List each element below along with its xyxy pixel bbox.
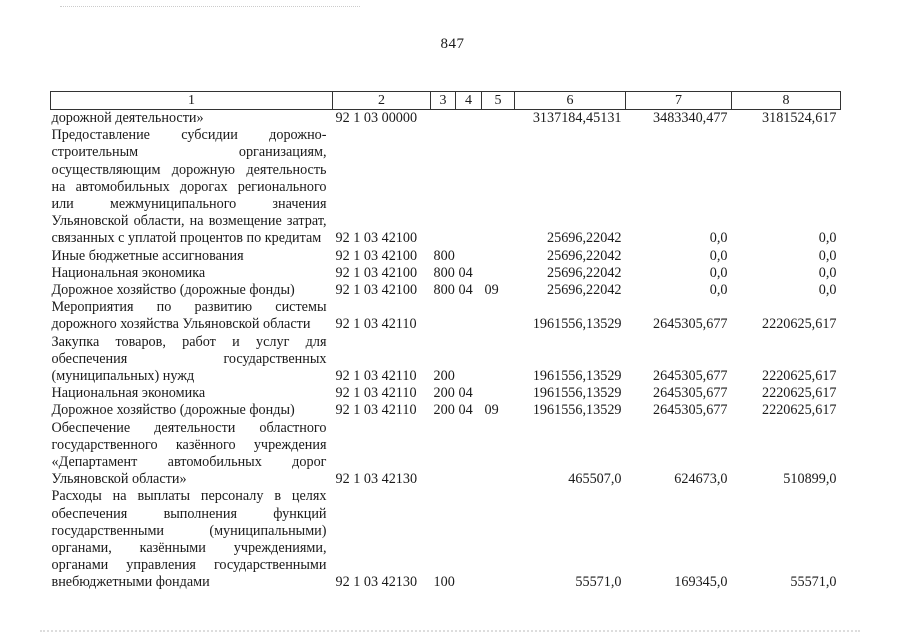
row-name: дорожной деятельности» (51, 110, 204, 126)
table-row (51, 265, 841, 282)
header-cell-8: 8 (732, 92, 841, 110)
subsection (482, 420, 515, 489)
section: 04 (458, 264, 473, 281)
expense-type (431, 299, 456, 333)
amount-col6: 465507,0 (568, 471, 622, 488)
amount-col6: 25696,22042 (547, 247, 622, 264)
table-row (51, 127, 841, 247)
subsection (482, 334, 515, 386)
section (456, 299, 482, 333)
budget-table (50, 91, 841, 592)
amount-col6: 55571,0 (575, 574, 622, 591)
expense-type (431, 420, 456, 489)
row-name: Расходы на выплаты персоналу в целях обеспечения выполнения функций государственными (муниципальными) органами, казёнными учреждениями, органами управления государственными внебюджетными фондами (51, 488, 327, 591)
target-code: 92 1 03 42100 (335, 230, 418, 247)
subsection (482, 299, 515, 333)
target-code: 92 1 03 42110 (335, 385, 417, 402)
subsection (482, 385, 515, 402)
row-name: Дорожное хозяйство (дорожные фонды) (51, 282, 295, 299)
subsection (482, 110, 515, 128)
row-name: Обеспечение деятельности областного государственного казённого учреждения «Департамент автомобильных дорог Ульяновской области» (51, 419, 327, 488)
amount-col7: 3483340,477 (653, 110, 728, 126)
target-code: 92 1 03 42100 (335, 264, 418, 281)
section: 04 (458, 385, 473, 402)
amount-col7: 2645305,677 (653, 368, 728, 385)
subsection (482, 127, 515, 247)
amount-col7: 2645305,677 (653, 316, 728, 333)
amount-col6: 1961556,13529 (532, 385, 622, 402)
row-name: Дорожное хозяйство (дорожные фонды) (51, 402, 295, 419)
expense-type (431, 110, 456, 128)
header-cell-6: 6 (515, 92, 626, 110)
subsection (482, 265, 515, 282)
amount-col8: 0,0 (818, 264, 837, 281)
subsection: 09 (484, 402, 499, 419)
expense-type: 100 (433, 574, 455, 591)
header-cell-2: 2 (333, 92, 431, 110)
row-name: Иные бюджетные ассигнования (51, 247, 244, 264)
header-cell-4: 4 (456, 92, 482, 110)
table-row (51, 420, 841, 489)
target-code: 92 1 03 42130 (335, 471, 418, 488)
subsection: 09 (484, 282, 499, 299)
target-code: 92 1 03 42110 (335, 402, 417, 419)
table-row (51, 488, 841, 591)
section (456, 334, 482, 386)
amount-col6: 1961556,13529 (532, 316, 622, 333)
amount-col8: 2220625,617 (762, 316, 837, 333)
amount-col6: 25696,22042 (547, 264, 622, 281)
amount-col7: 169345,0 (674, 574, 728, 591)
expense-type: 800 (433, 247, 455, 264)
expense-type: 200 (433, 402, 455, 419)
expense-type: 200 (433, 368, 455, 385)
table-row (51, 248, 841, 265)
header-cell-3: 3 (431, 92, 456, 110)
amount-col8: 0,0 (818, 230, 837, 247)
row-name: Национальная экономика (51, 264, 206, 281)
table-row (51, 110, 841, 128)
target-code: 92 1 03 00000 (335, 110, 418, 126)
section (456, 488, 482, 591)
section (456, 248, 482, 265)
amount-col6: 3137184,45131 (532, 110, 622, 126)
table-header (51, 92, 841, 110)
header-cell-1: 1 (51, 92, 333, 110)
amount-col7: 0,0 (709, 247, 728, 264)
section (456, 420, 482, 489)
row-name: Национальная экономика (51, 385, 206, 402)
amount-col6: 25696,22042 (547, 282, 622, 299)
amount-col7: 2645305,677 (653, 402, 728, 419)
table-row (51, 334, 841, 386)
amount-col8: 0,0 (818, 282, 837, 299)
amount-col7: 0,0 (709, 230, 728, 247)
target-code: 92 1 03 42130 (335, 574, 418, 591)
target-code: 92 1 03 42110 (335, 368, 417, 385)
expense-type (431, 127, 456, 247)
subsection (482, 248, 515, 265)
amount-col8: 510899,0 (783, 471, 837, 488)
expense-type: 800 (433, 264, 455, 281)
expense-type: 800 (433, 282, 455, 299)
scan-artifact-bottom (40, 630, 860, 632)
row-name: Предоставление субсидии дорожно-строительным организациям, осуществляющим дорожную деятельность на автомобильных дорогах регионального или межмуниципального значения Ульяновской области, на возмещение затрат, связанных с уплатой процентов по кредитам (51, 127, 327, 247)
header-row (51, 92, 841, 110)
row-name: Мероприятия по развитию системы дорожного хозяйства Ульяновской области (51, 299, 327, 333)
table-body (51, 110, 841, 592)
amount-col7: 0,0 (709, 264, 728, 281)
row-name: Закупка товаров, работ и услуг для обеспечения государственных (муниципальных) нужд (51, 333, 327, 385)
table-row (51, 402, 841, 419)
amount-col8: 55571,0 (790, 574, 837, 591)
target-code: 92 1 03 42100 (335, 282, 418, 299)
target-code: 92 1 03 42110 (335, 316, 417, 333)
expense-type: 200 (433, 385, 455, 402)
amount-col7: 0,0 (709, 282, 728, 299)
amount-col7: 624673,0 (674, 471, 728, 488)
table-row (51, 299, 841, 333)
section: 04 (458, 282, 473, 299)
header-cell-7: 7 (626, 92, 732, 110)
subsection (482, 488, 515, 591)
amount-col8: 2220625,617 (762, 368, 837, 385)
amount-col8: 2220625,617 (762, 402, 837, 419)
header-cell-5: 5 (482, 92, 515, 110)
amount-col8: 2220625,617 (762, 385, 837, 402)
amount-col8: 3181524,617 (762, 110, 837, 126)
target-code: 92 1 03 42100 (335, 247, 418, 264)
amount-col6: 1961556,13529 (532, 368, 622, 385)
section (456, 127, 482, 247)
amount-col6: 25696,22042 (547, 230, 622, 247)
table-row (51, 385, 841, 402)
table-row (51, 282, 841, 299)
budget-table-container (50, 91, 840, 592)
section: 04 (458, 402, 473, 419)
amount-col8: 0,0 (818, 247, 837, 264)
amount-col7: 2645305,677 (653, 385, 728, 402)
page-number: 847 (440, 36, 465, 52)
section (456, 110, 482, 128)
scan-artifact-top (60, 6, 360, 11)
amount-col6: 1961556,13529 (532, 402, 622, 419)
